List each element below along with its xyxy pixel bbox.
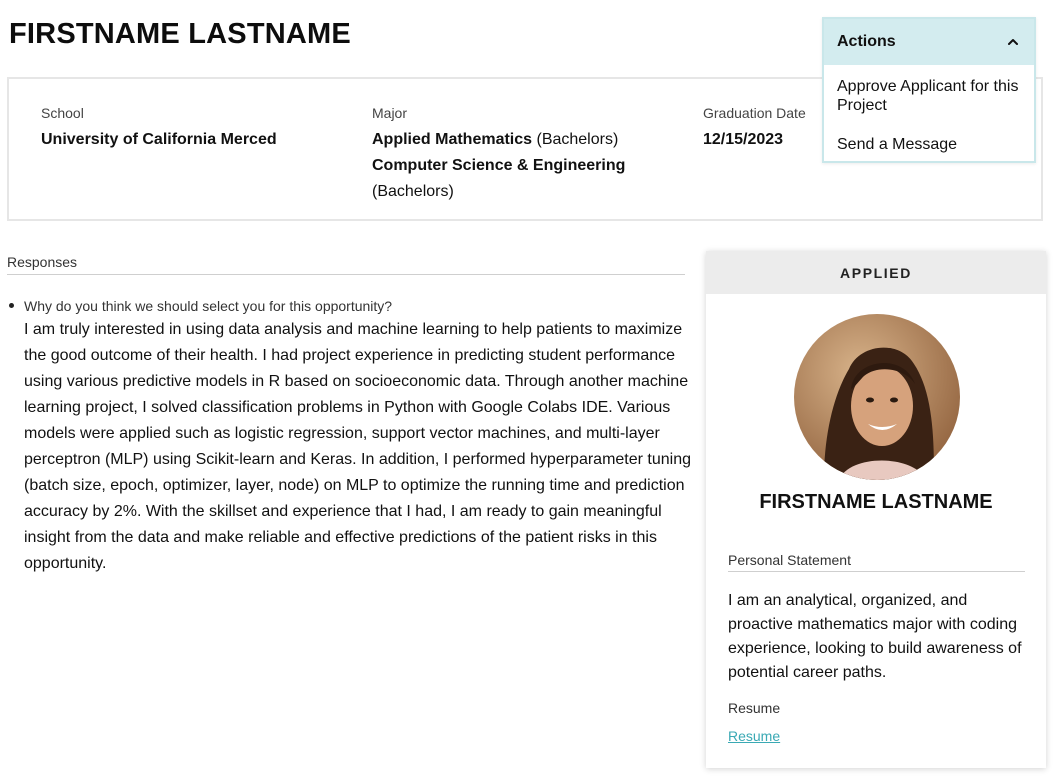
major-degree-1: (Bachelors): [536, 131, 619, 148]
major-section: [372, 105, 672, 205]
actions-toggle[interactable]: [824, 19, 1034, 65]
question-text: Why do you think we should select you for this opportunity?: [24, 298, 393, 314]
school-value: University of California Merced: [41, 131, 277, 148]
resume-link[interactable]: Resume: [728, 728, 781, 744]
graduation-label: Graduation Date: [703, 105, 806, 121]
graduation-value: 12/15/2023: [703, 131, 784, 148]
personal-statement-text: I am an analytical, organized, and proactive mathematics major with coding experience, looking to build awareness of potential career paths.: [728, 592, 1022, 681]
major-value: [372, 127, 672, 205]
response-item: [7, 297, 692, 577]
applicant-card: [706, 251, 1046, 768]
avatar-photo-icon: [794, 314, 960, 480]
send-message-menu-item[interactable]: Send a Message: [837, 136, 958, 153]
bullet-icon: [9, 303, 14, 308]
responses-label: Responses: [7, 254, 685, 275]
school-section: [41, 105, 341, 153]
major-name-1: Applied Mathematics: [372, 131, 533, 148]
major-label: Major: [372, 105, 408, 121]
actions-dropdown: [822, 17, 1036, 163]
school-label: School: [41, 105, 84, 121]
major-degree-2: (Bachelors): [372, 183, 454, 200]
responses-section: [7, 254, 692, 577]
graduation-section: [703, 105, 833, 153]
status-badge: APPLIED: [706, 251, 1046, 294]
avatar: [794, 314, 960, 480]
card-applicant-name: FIRSTNAME LASTNAME: [759, 491, 993, 513]
answer-text: I am truly interested in using data analysis and machine learning to help patients to maximize the good outcome of their health. I had project experience in predicting student performance using various predictive models in R based on socioeconomic data. Through another machine learning project, I solved classification problems in Python with Google Colabs IDE. Various models were applied such as logistic regression, support vector machines, and multi-layer perceptron (MLP) using Scikit-learn and Keras. In addition, I performed hyperparameter tuning (batch size, epoch, optimizer, layer, node) on MLP to optimize the running time and prediction accuracy by 2%. With the skillset and experience that I had, I am ready to gain meaningful insight from the data and make reliable and effective predictions of the patient risks in this opportunity.: [24, 321, 692, 572]
page-title: FIRSTNAME LASTNAME: [9, 18, 351, 50]
approve-applicant-menu-item[interactable]: Approve Applicant for this Project: [837, 78, 1019, 114]
personal-statement-label: Personal Statement: [728, 552, 1025, 572]
chevron-up-icon: [1006, 35, 1020, 49]
major-name-2: Computer Science & Engineering: [372, 157, 626, 174]
resume-label: Resume: [728, 700, 781, 716]
actions-title: Actions: [837, 33, 896, 50]
